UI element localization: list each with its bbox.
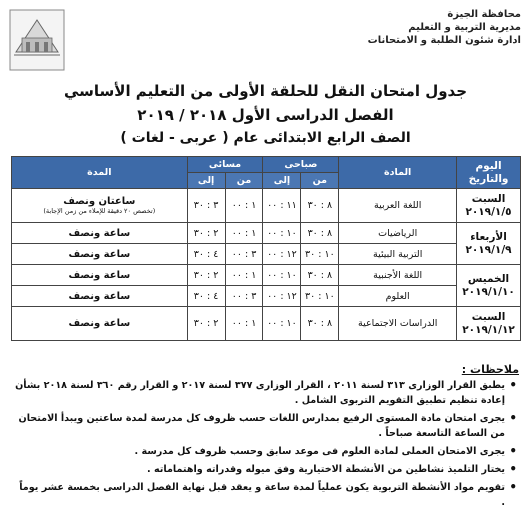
subject-cell: الرياضيات	[339, 223, 457, 244]
header-evening: مسائى	[187, 157, 263, 173]
day-cell	[457, 189, 521, 223]
header-subject: المادة	[339, 157, 457, 189]
evening-from-cell: ١ : ٠٠	[225, 189, 263, 223]
list-item: • يجرى امتحان مادة المستوى الرفيع بمدارس اللغات حسب ظروف كل مدرسة لمدة ساعتين ويبدأ الامتحان من الساعة التاسعة صباحاً .	[15, 411, 505, 441]
notes-list	[15, 378, 519, 513]
header-morning: صباحى	[263, 157, 339, 173]
list-item: • يجرى الامتحان العملى لمادة العلوم فى موعد سابق وحسب ظروف كل مدرسة .	[15, 444, 505, 459]
duration-cell: ساعة ونصف	[12, 223, 188, 244]
day-date: ٢٠١٩/١/٩	[465, 243, 512, 256]
morning-to-cell: ١١ : ٠٠	[263, 189, 301, 223]
morning-from-cell: ١٠ : ٣٠	[301, 244, 339, 265]
table-row	[12, 189, 521, 223]
evening-to-cell: ٣ : ٣٠	[187, 189, 225, 223]
header-morning-from: من	[301, 173, 339, 189]
table-row	[12, 265, 521, 286]
evening-from-cell: ١ : ٠٠	[225, 223, 263, 244]
directorate-header	[368, 8, 521, 47]
day-date: ٢٠١٩/١/١٠	[462, 285, 515, 298]
morning-to-cell: ١٢ : ٠٠	[263, 286, 301, 307]
evening-from-cell: ٣ : ٠٠	[225, 286, 263, 307]
day-name: الأربعاء	[470, 230, 507, 243]
duration-cell: ساعة ونصف	[12, 265, 188, 286]
day-name: الخميس	[467, 272, 510, 285]
day-date: ٢٠١٩/١/٥	[465, 205, 512, 218]
morning-to-cell: ١٠ : ٠٠	[263, 265, 301, 286]
day-cell	[457, 223, 521, 265]
header-evening-from: من	[225, 173, 263, 189]
evening-to-cell: ٢ : ٣٠	[187, 223, 225, 244]
evening-to-cell: ٤ : ٣٠	[187, 286, 225, 307]
header-duration: المدة	[12, 157, 188, 189]
morning-from-cell: ١٠ : ٣٠	[301, 286, 339, 307]
grade-title: الصف الرابع الابتدائى عام ( عربى - لغات )	[120, 130, 411, 146]
governorate-name: محافظة الجيزة	[447, 9, 521, 20]
day-name: السبت	[471, 310, 506, 323]
list-item: • تقويم مواد الأنشطة التربوية يكون عملياً لمدة ساعة و يعقد قبل نهاية الفصل الدراسى بخمسة عشر يوماً .	[15, 480, 505, 510]
duration-note: (تخصص ٢٠ دقيقة للإملاء من زمن الإجابة)	[43, 207, 156, 215]
directorate-logo	[8, 8, 66, 72]
duration-cell: ساعة ونصف	[12, 286, 188, 307]
subject-cell: اللغة العربية	[339, 189, 457, 223]
subject-cell: اللغة الأجنبية	[339, 265, 457, 286]
table-row	[12, 223, 521, 244]
list-item: • يطبق القرار الوزارى ٣١٣ لسنة ٢٠١١ ، القرار الوزارى ٣٧٧ لسنة ٢٠١٧ و القرار رقم ٣٦٠ لسنة ٢٠١٨ بشأن إعادة تنظيم تطبيق التقويم التربوى الشامل .	[15, 378, 505, 408]
header-morning-to: إلى	[263, 173, 301, 189]
evening-to-cell: ٤ : ٣٠	[187, 244, 225, 265]
day-cell	[457, 307, 521, 341]
header-day: اليوم والتاريخ	[457, 157, 521, 189]
day-cell	[457, 265, 521, 307]
duration-cell: ساعة ونصف	[12, 244, 188, 265]
table-row	[12, 286, 521, 307]
table-row	[12, 307, 521, 341]
term-title: الفصل الدراسى الأول ٢٠١٨ / ٢٠١٩	[137, 106, 394, 124]
evening-from-cell: ١ : ٠٠	[225, 307, 263, 341]
day-name: السبت	[471, 192, 506, 205]
notes-heading: ملاحظات :	[461, 363, 519, 376]
administration-name: ادارة شئون الطلبة و الامتحانات	[367, 35, 521, 46]
exam-schedule-title: جدول امتحان النقل للحلقة الأولى من التعليم الأساسي	[63, 82, 468, 100]
evening-to-cell: ٢ : ٣٠	[187, 307, 225, 341]
duration-cell	[12, 189, 188, 223]
morning-from-cell: ٨ : ٣٠	[301, 189, 339, 223]
table-row	[12, 244, 521, 265]
duration-cell: ساعة ونصف	[12, 307, 188, 341]
morning-from-cell: ٨ : ٣٠	[301, 307, 339, 341]
subject-cell: العلوم	[339, 286, 457, 307]
evening-from-cell: ١ : ٠٠	[225, 265, 263, 286]
day-date: ٢٠١٩/١/١٢	[462, 323, 515, 336]
directorate-name: مديرية التربية و التعليم	[408, 22, 521, 33]
morning-to-cell: ١٢ : ٠٠	[263, 244, 301, 265]
header-evening-to: إلى	[187, 173, 225, 189]
subject-cell: التربية البيئية	[339, 244, 457, 265]
list-item: • يختار التلميذ نشاطين من الأنشطة الاختيارية وفق ميوله وقدراته واهتماماته .	[15, 462, 505, 477]
duration-value: ساعتان ونصف	[63, 196, 136, 207]
morning-from-cell: ٨ : ٣٠	[301, 223, 339, 244]
evening-to-cell: ٢ : ٣٠	[187, 265, 225, 286]
morning-to-cell: ١٠ : ٠٠	[263, 307, 301, 341]
morning-to-cell: ١٠ : ٠٠	[263, 223, 301, 244]
evening-from-cell: ٣ : ٠٠	[225, 244, 263, 265]
morning-from-cell: ٨ : ٣٠	[301, 265, 339, 286]
exam-schedule-table	[11, 156, 521, 341]
subject-cell: الدراسات الاجتماعية	[339, 307, 457, 341]
